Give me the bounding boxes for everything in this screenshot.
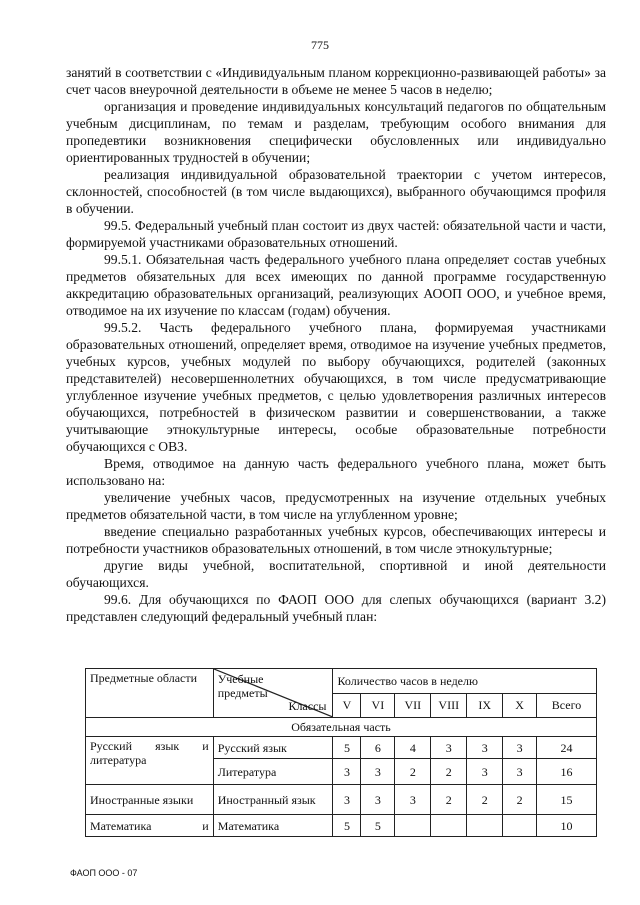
grade-header: VIII <box>431 693 467 718</box>
hours-cell: 10 <box>537 815 597 837</box>
hours-cell <box>467 815 503 837</box>
subject-cell: Русский язык <box>213 737 333 759</box>
area-cell: Иностранные языки <box>86 785 214 815</box>
hours-cell <box>431 815 467 837</box>
paragraph: организация и проведение индивидуальных консультаций педагогов по общательным учебным дисциплинам, по темам и разделам, требующим особого внимания для пропедевтики возникновения специфически обусловленных или индивидуально ориентированных трудностей в обучении; <box>66 99 606 165</box>
hours-cell: 5 <box>361 815 395 837</box>
header-hours: Количество часов в неделю <box>333 669 597 694</box>
hours-cell <box>395 815 431 837</box>
table-row <box>86 785 597 815</box>
hours-cell: 16 <box>537 759 597 785</box>
grade-header: X <box>503 693 537 718</box>
subject-cell: Математика <box>213 815 333 837</box>
hours-cell: 3 <box>395 785 431 815</box>
grade-header: V <box>333 693 361 718</box>
hours-cell: 3 <box>361 785 395 815</box>
header-classes: Классы <box>288 699 327 713</box>
hours-cell: 2 <box>431 785 467 815</box>
table-row <box>86 737 597 759</box>
paragraph: увеличение учебных часов, предусмотренных на изучение отдельных учебных предметов обязательной части, в том числе на углубленном уровне; <box>66 490 606 522</box>
header-subjects: Учебные предметы <box>217 672 268 700</box>
hours-cell: 3 <box>467 737 503 759</box>
hours-cell: 2 <box>467 785 503 815</box>
paragraph: реализация индивидуальной образовательной траектории с учетом интересов, склонностей, способностей (в том числе выдающихся), выбранного обучающимся профиля в обучении. <box>66 167 606 216</box>
hours-cell: 6 <box>361 737 395 759</box>
grade-header: VI <box>361 693 395 718</box>
area-cell: Русский язык и литература <box>86 737 214 785</box>
footer-code: ФАОП ООО - 07 <box>70 868 138 878</box>
hours-cell: 3 <box>503 759 537 785</box>
hours-cell: 15 <box>537 785 597 815</box>
hours-cell: 3 <box>361 759 395 785</box>
hours-cell: 5 <box>333 815 361 837</box>
hours-cell: 5 <box>333 737 361 759</box>
curriculum-table <box>85 668 597 837</box>
area-cell: Математика и <box>86 815 214 837</box>
hours-cell: 2 <box>431 759 467 785</box>
hours-cell: 4 <box>395 737 431 759</box>
section-title: Обязательная часть <box>86 718 597 737</box>
table-header-row <box>86 669 597 694</box>
table-section-row <box>86 718 597 737</box>
hours-cell: 3 <box>503 737 537 759</box>
header-subjects-classes <box>213 669 333 718</box>
paragraph: 99.6. Для обучающихся по ФАОП ООО для слепых обучающихся (вариант 3.2) представлен следующий федеральный учебный план: <box>66 592 606 624</box>
body-text <box>66 64 606 625</box>
subject-cell: Иностранный язык <box>213 785 333 815</box>
paragraph: занятий в соответствии с «Индивидуальным планом коррекционно-развивающей работы» за счет часов внеурочной деятельности в объеме не менее 5 часов в неделю; <box>66 65 606 97</box>
header-areas: Предметные области <box>86 669 214 718</box>
hours-cell: 3 <box>467 759 503 785</box>
paragraph: 99.5.2. Часть федерального учебного плана, формируемая участниками образовательных отношений, определяет время, отводимое на изучение учебных предметов, учебных курсов, учебных модулей по выбору обучающихся, родителей (законных представителей) несовершеннолетних обучающихся, в том числе предусматривающие углубленное изучение учебных предметов, с целью удовлетворения различных интересов обучающихся, потребностей в физическом развитии и совершенствовании, а также учитывающие этнокультурные интересы, особые образовательные потребности обучающихся с ОВЗ. <box>66 320 606 454</box>
grade-header: IX <box>467 693 503 718</box>
hours-cell <box>503 815 537 837</box>
paragraph: Время, отводимое на данную часть федерального учебного плана, может быть использовано на: <box>66 456 606 488</box>
hours-cell: 3 <box>333 759 361 785</box>
subject-cell: Литература <box>213 759 333 785</box>
table-row <box>86 815 597 837</box>
paragraph: 99.5. Федеральный учебный план состоит из двух частей: обязательной части и части, формируемой участниками образовательных отношений. <box>66 218 606 250</box>
grade-header: VII <box>395 693 431 718</box>
hours-cell: 3 <box>333 785 361 815</box>
hours-cell: 2 <box>503 785 537 815</box>
grade-header: Всего <box>537 693 597 718</box>
paragraph: введение специально разработанных учебных курсов, обеспечивающих интересы и потребности участников образовательных отношений, в том числе этнокультурные; <box>66 524 606 556</box>
paragraph: 99.5.1. Обязательная часть федерального учебного плана определяет состав учебных предметов обязательных для всех имеющих по данной программе государственную аккредитацию образовательных организаций, реализующих АООП ООО, и учебное время, отводимое на их изучение по классам (годам) обучения. <box>66 252 606 318</box>
hours-cell: 24 <box>537 737 597 759</box>
hours-cell: 2 <box>395 759 431 785</box>
page-number: 775 <box>311 38 329 52</box>
hours-cell: 3 <box>431 737 467 759</box>
paragraph: другие виды учебной, воспитательной, спортивной и иной деятельности обучающихся. <box>66 558 606 590</box>
